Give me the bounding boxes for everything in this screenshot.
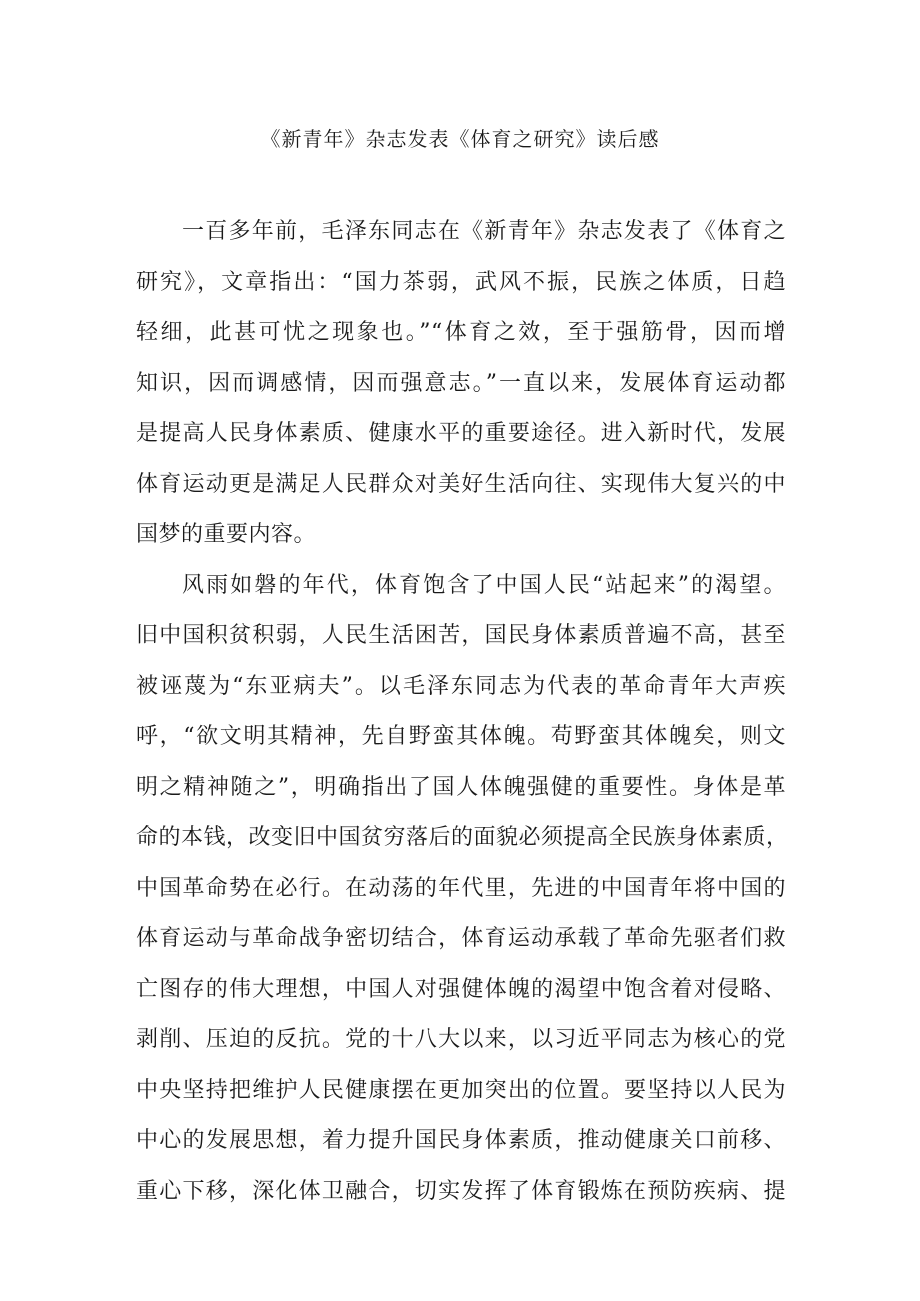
paragraph-line: 剥削、压迫的反抗。党的十八大以来，以习近平同志为核心的党 xyxy=(136,1027,786,1052)
paragraph-line: 轻细，此甚可忧之现象也。”“体育之效，至于强筋骨，因而增 xyxy=(136,320,786,345)
paragraph-line: 被诬蔑为“东亚病夫”。以毛泽东同志为代表的革命青年大声疾 xyxy=(136,673,786,699)
paragraph-line: 体育运动更是满足人民群众对美好生活向往、实现伟大复兴的中 xyxy=(136,471,786,497)
paragraph-line: 明之精神随之”，明确指出了国人体魄强健的重要性。身体是革 xyxy=(136,774,786,800)
paragraph-line: 风雨如磐的年代，体育饱含了中国人民“站起来”的渴望。 xyxy=(182,572,786,598)
paragraph-line: 中心的发展思想，着力提升国民身体素质，推动健康关口前移、 xyxy=(136,1128,786,1153)
document-title: 《新青年》杂志发表《体育之研究》读后感 xyxy=(260,127,660,151)
paragraph-line: 中国革命势在必行。在动荡的年代里，先进的中国青年将中国的 xyxy=(136,875,786,901)
paragraph-2 xyxy=(136,569,789,1226)
paragraph-line: 是提高人民身体素质、健康水平的重要途径。进入新时代，发展 xyxy=(136,421,786,446)
paragraph-line: 国梦的重要内容。 xyxy=(136,522,317,547)
paragraph-line: 旧中国积贫积弱，人民生活困苦，国民身体素质普遍不高，甚至 xyxy=(136,623,786,648)
paragraph-line: 中央坚持把维护人民健康摆在更加突出的位置。要坚持以人民为 xyxy=(136,1077,786,1103)
paragraph-line: 一百多年前，毛泽东同志在《新青年》杂志发表了《体育之 xyxy=(182,219,786,244)
paragraph-line: 亡图存的伟大理想，中国人对强健体魄的渴望中饱含着对侵略、 xyxy=(136,976,786,1002)
paragraph-line: 知识，因而调感情，因而强意志。”一直以来，发展体育运动都 xyxy=(136,370,786,396)
paragraph-1 xyxy=(136,215,786,569)
paragraph-line: 呼，“欲文明其精神，先自野蛮其体魄。苟野蛮其体魄矣，则文 xyxy=(136,724,786,749)
paragraph-line: 体育运动与革命战争密切结合，体育运动承载了革命先驱者们救 xyxy=(136,926,786,951)
paragraph-line: 命的本钱，改变旧中国贫穷落后的面貌必须提高全民族身体素质， xyxy=(136,825,789,850)
paragraph-line: 重心下移，深化体卫融合，切实发挥了体育锻炼在预防疾病、提 xyxy=(136,1178,786,1204)
paragraph-line: 研究》，文章指出：“国力茶弱，武风不振，民族之体质，日趋 xyxy=(136,269,786,295)
document-body xyxy=(136,215,789,1225)
